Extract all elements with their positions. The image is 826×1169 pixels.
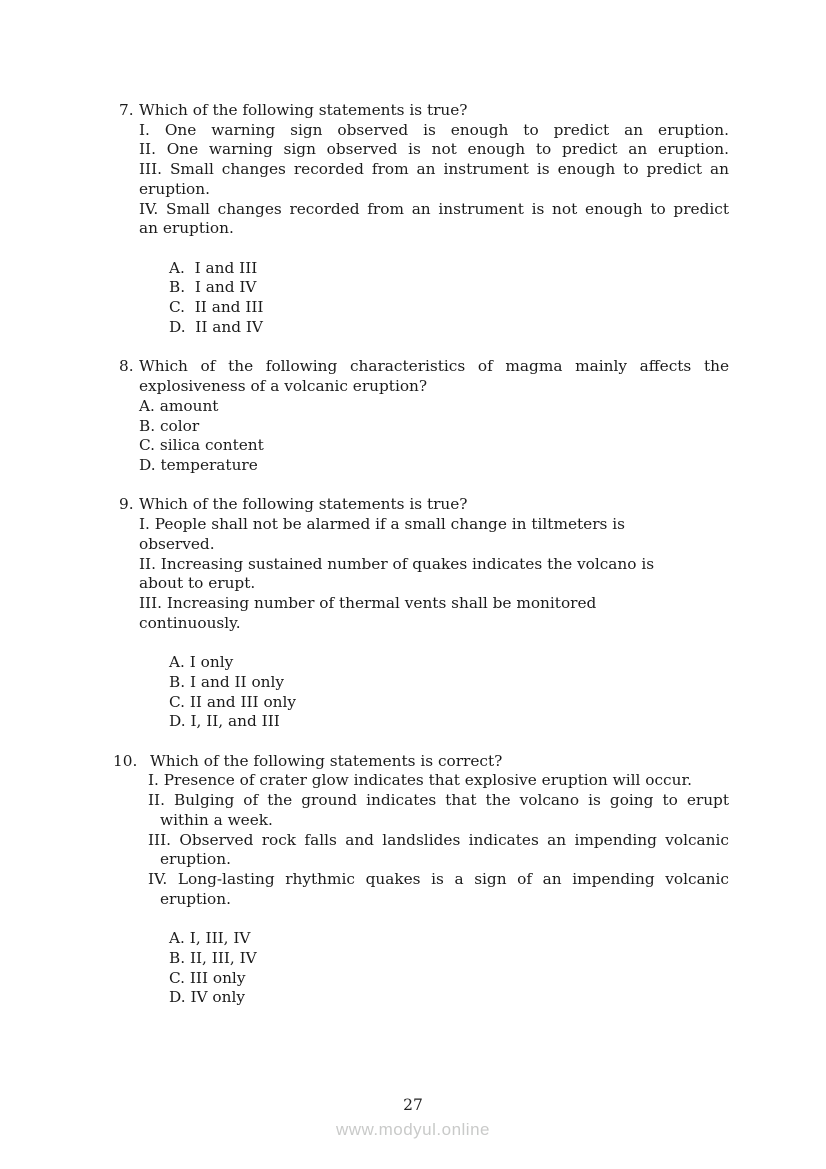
question-block-7 — [119, 101, 729, 338]
question-block-9 — [119, 495, 729, 732]
option-line: C. II and III only — [169, 692, 297, 711]
option-line: A. I only — [169, 653, 234, 672]
question-block-8 — [119, 357, 729, 475]
statement-line: IV. Small changes recorded from an instrument is not enough to predict — [139, 199, 729, 218]
question-block-10 — [113, 751, 729, 1008]
option-line: A. amount — [139, 396, 219, 415]
question-text: 10. Which of the following statements is correct? — [113, 751, 503, 770]
statement-line: II. Bulging of the ground indicates that the volcano is going to erupt — [148, 791, 729, 810]
option-line: D. temperature — [139, 455, 258, 474]
question-text: 7. Which of the following statements is true? — [119, 101, 468, 119]
watermark-text: www.modyul.online — [335, 1120, 490, 1139]
statement-line: III. Increasing number of thermal vents shall be monitored — [139, 593, 597, 612]
statement-line: observed. — [139, 534, 215, 553]
options-list — [139, 929, 729, 1008]
option-line: A. I and III — [169, 258, 258, 277]
option-line: B. I and II only — [169, 672, 285, 691]
question-number: 9. — [119, 495, 134, 514]
statement-line: III. Small changes recorded from an instrument is enough to predict an — [139, 160, 729, 179]
options-list — [139, 397, 729, 476]
question-number: 8. — [119, 357, 134, 376]
option-line: B. I and IV — [169, 278, 257, 297]
statement-line: eruption. — [139, 179, 210, 198]
statement-line: II. Increasing sustained number of quakes indicates the volcano is — [139, 554, 655, 573]
option-line: C. II and III — [169, 298, 264, 317]
question-text: 8. Which of the following characteristics of magma mainly affects the — [119, 357, 729, 376]
statement-line: II. One warning sign observed is not enough to predict an eruption. — [139, 140, 729, 159]
statement-line: I. Presence of crater glow indicates that explosive eruption will occur. — [148, 771, 692, 790]
option-line: B. II, III, IV — [169, 948, 257, 967]
statement-line: an eruption. — [139, 219, 234, 238]
statement-line: continuously. — [139, 613, 241, 632]
option-line: D. I, II, and III — [169, 712, 280, 731]
statement-line: I. People shall not be alarmed if a small change in tiltmeters is — [139, 515, 625, 534]
statement-line: IV. Long-lasting rhythmic quakes is a sign of an impending volcanic — [148, 870, 729, 889]
option-line: C. III only — [169, 968, 246, 987]
question-number: 7. — [119, 101, 134, 119]
option-line: D. IV only — [169, 988, 245, 1007]
statement-line: about to erupt. — [139, 574, 256, 593]
option-line: A. I, III, IV — [169, 929, 251, 948]
statement-line: within a week. — [160, 810, 273, 829]
questions-area — [113, 101, 729, 1028]
statement-line: eruption. — [160, 889, 231, 908]
question-text: 9. Which of the following statements is true? — [119, 495, 468, 514]
options-list — [139, 259, 729, 338]
option-line: C. silica content — [139, 436, 264, 455]
option-line: D. II and IV — [169, 317, 263, 336]
options-list — [139, 653, 729, 732]
question-number: 10. — [113, 751, 138, 770]
statement-line: III. Observed rock falls and landslides indicates an impending volcanic — [148, 830, 729, 849]
statement-line: explosiveness of a volcanic eruption? — [139, 377, 428, 396]
statement-line: eruption. — [160, 850, 231, 869]
option-line: B. color — [139, 416, 200, 435]
page-number: 27 — [403, 1096, 423, 1114]
statement-line: I. One warning sign observed is enough to predict an eruption. — [139, 120, 729, 139]
